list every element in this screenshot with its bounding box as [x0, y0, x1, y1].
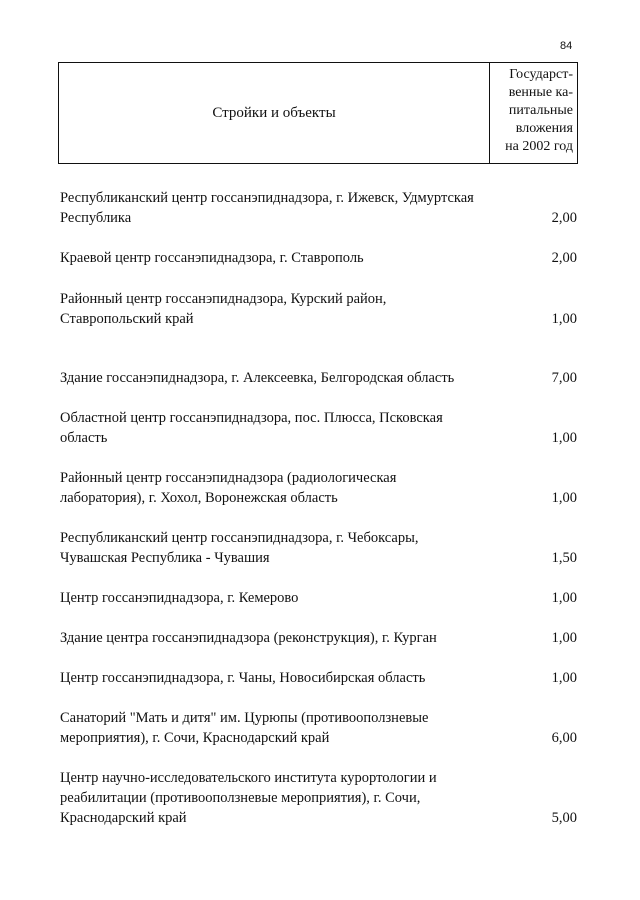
- table-row: [60, 368, 580, 388]
- object-name: Республиканский центр госсанэпиднадзора, г. Чебоксары, Чувашская Республика - Чувашия: [60, 530, 419, 566]
- investment-value: 1,00: [551, 490, 577, 506]
- object-name: Центр госсанэпиднадзора, г. Кемерово: [60, 590, 299, 606]
- investment-value: 1,00: [551, 430, 577, 446]
- table-header: [58, 62, 578, 164]
- investment-value: 2,00: [551, 250, 577, 266]
- table-row: [60, 468, 580, 508]
- object-name: Районный центр госсанэпиднадзора (радиологическая лаборатория), г. Хохол, Воронежская область: [60, 470, 397, 506]
- investment-value: 2,00: [551, 210, 577, 226]
- table-row: [60, 188, 580, 228]
- table-row: [60, 628, 580, 648]
- investment-value: 1,00: [551, 311, 577, 327]
- table-row: [60, 768, 580, 828]
- table-row: [60, 668, 580, 688]
- object-name: Краевой центр госсанэпиднадзора, г. Ставрополь: [60, 250, 364, 266]
- column-header-objects: Стройки и объекты: [212, 104, 336, 121]
- object-name: Здание центра госсанэпиднадзора (реконструкция), г. Курган: [60, 630, 437, 646]
- investment-value: 1,00: [551, 590, 577, 606]
- table-row: [60, 588, 580, 608]
- investment-value: 5,00: [551, 810, 577, 826]
- table-row: [60, 248, 580, 268]
- object-name: Санаторий "Мать и дитя" им. Цурюпы (противооползневые мероприятия), г. Сочи, Краснодарский край: [60, 710, 429, 746]
- object-name: Районный центр госсанэпиднадзора, Курский район, Ставропольский край: [60, 291, 387, 327]
- column-header-investments: Государст- венные ка- питальные вложения на 2002 год: [489, 63, 577, 163]
- investment-value: 7,00: [551, 370, 577, 386]
- object-name: Центр госсанэпиднадзора, г. Чаны, Новосибирская область: [60, 670, 426, 686]
- table-row: [60, 528, 580, 568]
- investment-value: 1,00: [551, 630, 577, 646]
- investment-value: 1,50: [551, 550, 577, 566]
- object-name: Здание госсанэпиднадзора, г. Алексеевка, Белгородская область: [60, 370, 455, 386]
- investment-value: 1,00: [551, 670, 577, 686]
- object-name: Областной центр госсанэпиднадзора, пос. Плюсса, Псковская область: [60, 410, 443, 446]
- table-row: [60, 289, 580, 329]
- object-name: Республиканский центр госсанэпиднадзора, г. Ижевск, Удмуртская Республика: [60, 190, 474, 226]
- investment-value: 6,00: [551, 730, 577, 746]
- table-row: [60, 708, 580, 748]
- table-row: [60, 408, 580, 448]
- page-number: 84: [560, 40, 573, 52]
- object-name: Центр научно-исследовательского института курортологии и реабилитации (противооползневые мероприятия), г. Сочи, Краснодарский край: [60, 770, 437, 826]
